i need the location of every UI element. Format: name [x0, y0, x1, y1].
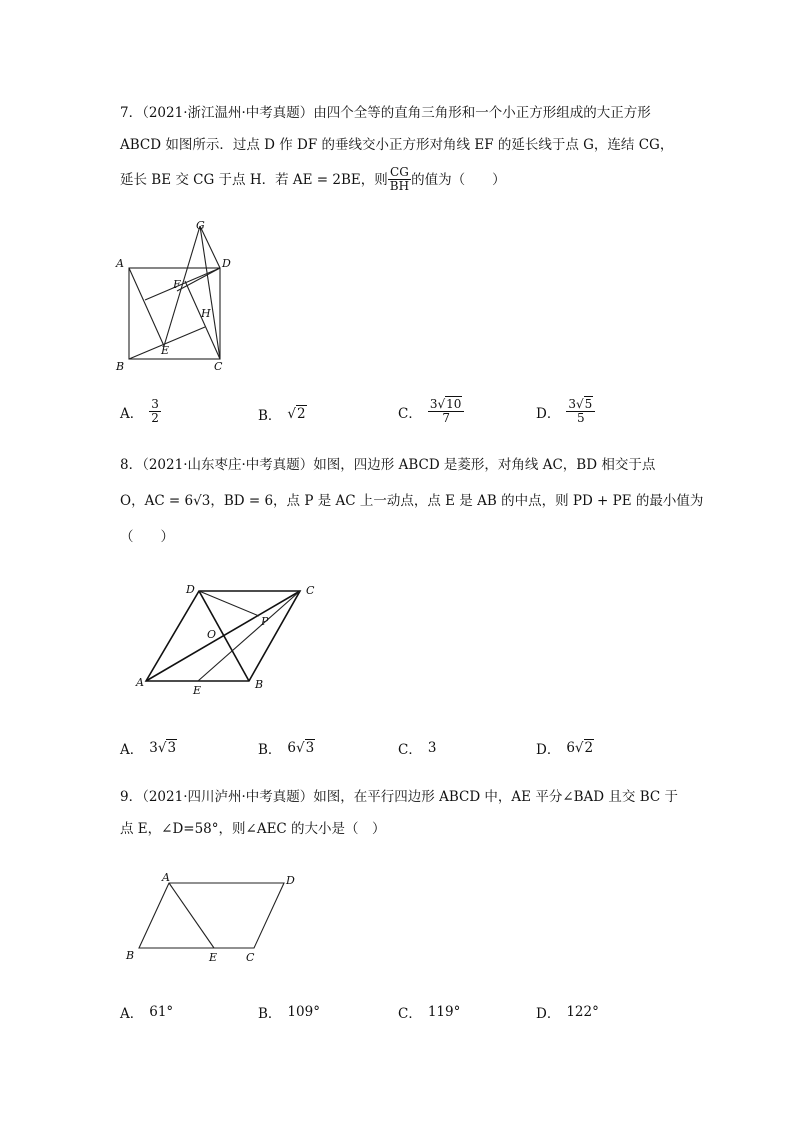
q8-label-D: D [186, 583, 195, 596]
q8-label-E: E [193, 684, 202, 697]
q8-line-2: O，AC = 6√3，BD = 6，点 P 是 AC 上一动点，点 E 是 AB 的中点，则 PD + PE 的最小值为 [120, 493, 704, 509]
q9-label-E: E [209, 951, 218, 964]
q8-option-a[interactable]: A． 3 √3 [120, 740, 177, 758]
q7-label-A: A [116, 257, 124, 270]
q8-label-O: O [207, 628, 217, 641]
q8-figure [128, 578, 328, 698]
q8-option-c[interactable]: C． 3 [398, 740, 437, 758]
q7-fraction [388, 166, 411, 193]
q8-option-b[interactable]: B． 6 √3 [258, 740, 315, 758]
q7-label-D: D [222, 257, 231, 270]
q7-line-3 [120, 166, 506, 193]
q9-label-C: C [246, 951, 255, 964]
q9-option-b[interactable]: B． 109° [258, 1004, 320, 1022]
q7-label-F: F [173, 278, 181, 291]
q8-label-B: B [255, 678, 264, 691]
q8-label-A: A [136, 676, 144, 689]
q7-option-d[interactable]: D． $\frac{3√5}{5}$ [536, 398, 595, 425]
q9-option-d[interactable]: D． 122° [536, 1004, 599, 1022]
q9-label-B: B [126, 949, 135, 962]
q8-line-3: （ ） [120, 529, 174, 545]
q7-fraction-num: CG [390, 165, 409, 179]
q9-line-2: 点 E，∠D=58°，则∠AEC 的大小是（ ） [120, 821, 386, 837]
q7-option-a[interactable]: A． $\frac{3}{2}$ [120, 397, 159, 425]
q7-option-c[interactable]: C． $\frac{3√10}{7}$ [398, 398, 464, 425]
q7-line-3b: 的值为（ ） [411, 171, 506, 188]
q7-label-G: G [196, 219, 205, 232]
q7-line-1: 7．（2021·浙江温州·中考真题）由四个全等的直角三角形和一个小正方形组成的大正方形 [120, 105, 651, 121]
q7-line-3a: 延长 BE 交 CG 于点 H．若 AE = 2BE，则 [120, 171, 388, 188]
q9-option-c[interactable]: C． 119° [398, 1004, 461, 1022]
q9-label-A: A [162, 871, 170, 884]
q9-option-a[interactable]: A． 61° [120, 1004, 174, 1022]
q7-label-C: C [214, 360, 223, 373]
q7-label-E: E [161, 344, 170, 357]
q9-label-D: D [286, 874, 295, 887]
q7-fraction-den: BH [389, 179, 410, 193]
q8-label-C: C [306, 584, 315, 597]
q8-line-1: 8．（2021·山东枣庄·中考真题）如图，四边形 ABCD 是菱形，对角线 AC，BD 相交于点 [120, 457, 656, 473]
q7-option-b[interactable]: B． √2 [258, 406, 306, 424]
q8-label-P: P [261, 615, 269, 628]
q8-option-d[interactable]: D． 6 √2 [536, 740, 594, 758]
q9-line-1: 9．（2021·四川泸州·中考真题）如图，在平行四边形 ABCD 中，AE 平分∠BAD 且交 BC 于 [120, 789, 679, 805]
q7-label-H: H [201, 307, 211, 320]
q7-figure [115, 218, 255, 378]
q7-line-2: ABCD 如图所示．过点 D 作 DF 的垂线交小正方形对角线 EF 的延长线于点 G，连结 CG， [120, 137, 674, 153]
q9-figure [122, 868, 312, 968]
q7-label-B: B [116, 360, 125, 373]
